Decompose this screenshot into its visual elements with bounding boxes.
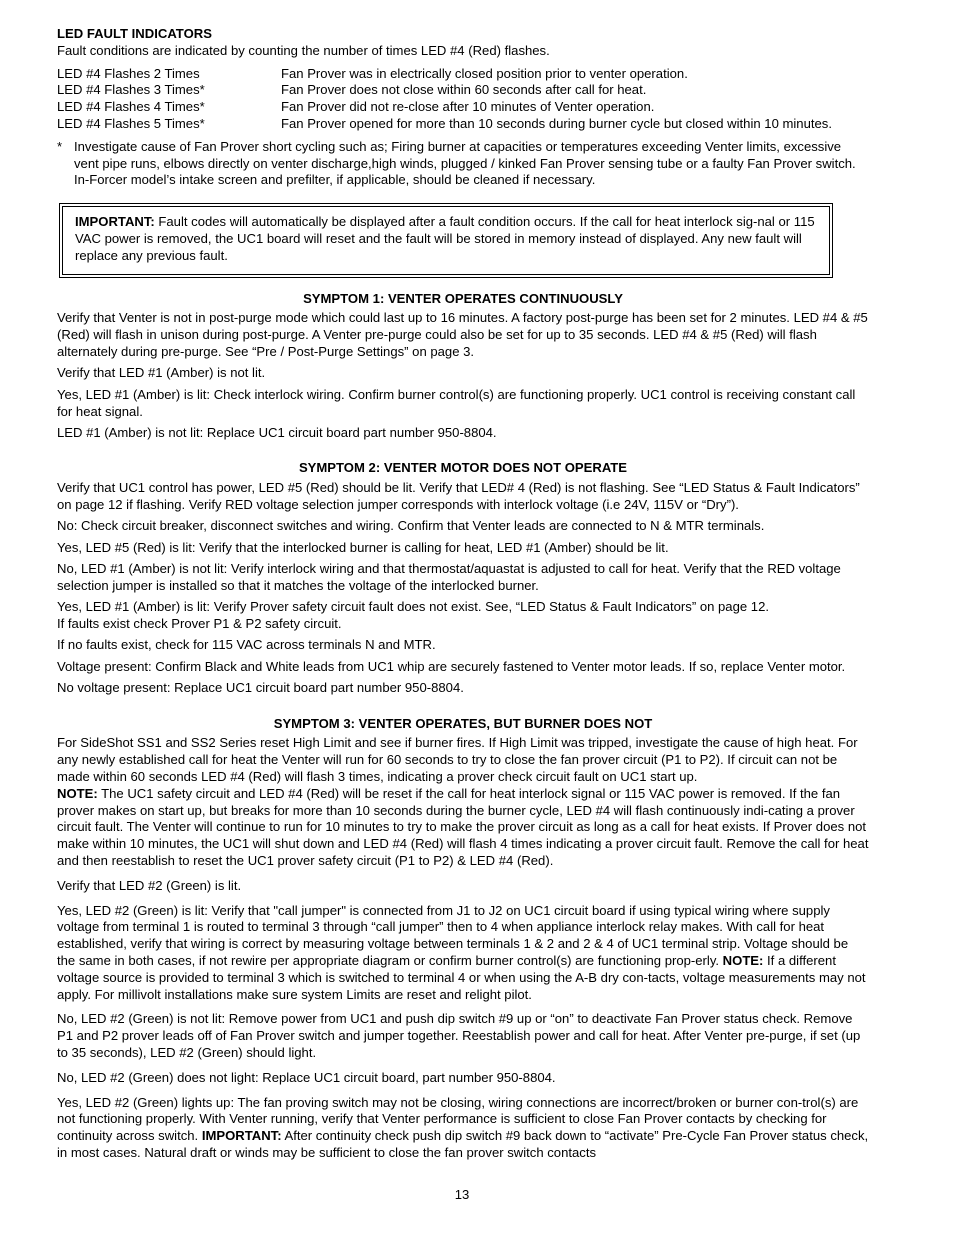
symptom2-paragraph: No voltage present: Replace UC1 circuit board part number 950-8804.	[57, 680, 464, 696]
symptom3-paragraph: No, LED #2 (Green) is not lit: Remove power from UC1 and push dip switch #9 up or “on” to deactivate Fan Prover status check. Remove P1 and P2 prover leads off of Fan Prover switch and jumper together. Reestablish power and call for heat. After Venter pre-purge, if set (up to 35 seconds), LED #2 (Green) should light.	[57, 1011, 861, 1060]
symptom2-paragraph: No: Check circuit breaker, disconnect switches and wiring. Confirm that Venter leads are connected to N & MTR terminals.	[57, 518, 765, 534]
symptom3-text: If a different voltage source is provided to terminal 3 which is switched to terminal 4 or when using the A-B dry con-tacts, voltage measurements may not apply. For millivolt installations make sure system Limits are reset and relight pilot.	[57, 952, 866, 1002]
symptom1-paragraph: Verify that LED #1 (Amber) is not lit.	[57, 365, 266, 381]
led-fault-heading: LED FAULT INDICATORS	[57, 26, 212, 41]
symptom3-text: For SideShot SS1 and SS2 Series reset High Limit and see if burner fires. If High Limit was tripped, investigate the cause of high heat. For any newly established call for heat the Venter will run for 60 seconds to try to close the fan prover circuit (P1 to P2). If circuit can not be made within 60 seconds LED #4 (Red) will flash 3 times, indicating a prover check circuit fault on UC1 start up.	[57, 735, 858, 785]
symptom2-paragraph: Yes, LED #5 (Red) is lit: Verify that the interlocked burner is calling for heat, LED #1 (Amber) should be lit.	[57, 539, 669, 555]
symptom2-paragraph: No, LED #1 (Amber) is not lit: Verify interlock wiring and that thermostat/aquastat is adjusted to call for heat. Verify that the RED voltage selection jumper is installed so that it matches the voltage of the interlocked burner.	[57, 561, 841, 593]
symptom3-paragraph: No, LED #2 (Green) does not light: Replace UC1 circuit board, part number 950-8804.	[57, 1069, 556, 1085]
fault-description: Fan Prover opened for more than 10 seconds during burner cycle but closed within 10 minutes.	[281, 115, 832, 131]
symptom2-paragraph: If no faults exist, check for 115 VAC across terminals N and MTR.	[57, 637, 436, 653]
symptom2-paragraph	[57, 599, 869, 633]
symptom3-text: After continuity check push dip switch #9 back down to “activate” Pre-Cycle Fan Prover status check, in most cases. Natural draft or winds may be sufficient to close the fan prover switch contacts	[57, 1128, 869, 1160]
important-label: IMPORTANT:	[201, 1128, 282, 1144]
table-row	[57, 99, 832, 116]
fault-code: LED #4 Flashes 5 Times*	[57, 115, 205, 131]
fault-code: LED #4 Flashes 2 Times	[57, 65, 200, 81]
table-row	[57, 66, 832, 83]
footnote-marker: *	[57, 138, 63, 154]
symptom1-paragraph: Verify that Venter is not in post-purge mode which could last up to 16 minutes. A factory post-purge has been set for 2 minutes. LED #4 & #5 (Red) will flash in unison during post-purge. A Venter pre-purge could also be set for up to 35 seconds. LED #4 & #5 (Red) will flash alternately during pre-purge. See “Pre / Post-Purge Settings” on page 3.	[57, 310, 868, 359]
symptom3-title: SYMPTOM 3: VENTER OPERATES, BUT BURNER DOES NOT	[273, 715, 653, 731]
symptom1-paragraph: LED #1 (Amber) is not lit: Replace UC1 circuit board part number 950-8804.	[57, 424, 497, 440]
symptom2-line: Yes, LED #1 (Amber) is lit: Verify Prover safety circuit fault does not exist. See, “LED Status & Fault Indicators” on page 12.	[57, 599, 769, 615]
symptom2-paragraph: Voltage present: Confirm Black and White leads from UC1 whip are securely fastened to Venter motor leads. If so, replace Venter motor.	[57, 658, 846, 674]
page-number: 13	[454, 1187, 470, 1202]
fault-description: Fan Prover does not close within 60 seconds after call for heat.	[281, 82, 647, 98]
table-row	[57, 116, 832, 133]
symptom3-paragraph	[57, 735, 869, 869]
symptom3-text: Yes, LED #2 (Green) is lit: Verify that "call jumper" is connected from J1 to J2 on UC1 circuit board if using typical wiring where supply voltage from terminal 1 is routed to terminal 3 through “call jumper” then to 4 when appliance interlock relay makes. With call for heat established, verify that wiring is correct by measuring voltage between terminals 1 & 2 and 2 & 4 of UC1 terminal strip. Voltage should be the same in both cases, if not rewire per appropriate diagram or confirm burner control(s) are functioning prop-erly.	[57, 902, 849, 968]
symptom3-text: Yes, LED #2 (Green) lights up: The fan proving switch may not be closing, wiring connections are incorrect/broken or burner con-trol(s) are not functioning properly. With Venter running, verify that Venter performance is sufficient to close Fan Prover contacts by checking for continuity across switch.	[57, 1094, 859, 1144]
led-fault-intro: Fault conditions are indicated by counting the number of times LED #4 (Red) flashes.	[57, 42, 550, 58]
note-label: NOTE:	[57, 785, 98, 801]
table-row	[57, 82, 832, 99]
fault-code-table	[57, 66, 832, 133]
fault-code: LED #4 Flashes 4 Times*	[57, 99, 205, 115]
fault-description: Fan Prover was in electrically closed position prior to venter operation.	[281, 65, 688, 81]
symptom1-title: SYMPTOM 1: VENTER OPERATES CONTINUOUSLY	[303, 290, 623, 306]
symptom2-line: If faults exist check Prover P1 & P2 safety circuit.	[57, 616, 342, 632]
symptom3-paragraph: Verify that LED #2 (Green) is lit.	[57, 877, 242, 893]
fault-code: LED #4 Flashes 3 Times*	[57, 82, 205, 98]
footnote	[57, 139, 869, 189]
symptom1-paragraph: Yes, LED #1 (Amber) is lit: Check interlock wiring. Confirm burner control(s) are functioning properly. UC1 control is receiving constant call for heat signal.	[57, 386, 856, 419]
section-spacer	[57, 446, 869, 460]
note-label: NOTE:	[722, 952, 764, 968]
symptom3-paragraph	[57, 903, 869, 1004]
symptom3-text: The UC1 safety circuit and LED #4 (Red) will be reset if the call for heat interlock signal or 115 VAC power is removed. If the fan prover makes on start up, but breaks for more than 10 seconds during the burner cycle, LED #4 will flash continuously indi-cating a prover circuit fault. The Venter will continue to run for 10 minutes to try to make the prover circuit as long as a call for heat exists. If Prover does not make within 10 minutes, the UC1 will shut down and LED #4 (Red) will flash 4 times indicating a prover circuit fault. Remove the call for heat and then reestablish to reset the UC1 prover safety circuit (P1 to P2) & LED #4 (Red).	[57, 785, 869, 868]
page-content	[57, 26, 869, 1166]
important-notice-box	[59, 203, 833, 277]
important-notice-text	[75, 214, 818, 264]
important-body: Fault codes will automatically be displayed after a fault condition occurs. If the call for heat interlock sig-nal or 115 VAC power is removed, the UC1 board will reset and the fault will be stored in memory instead of displayed. Any new fault will replace any previous fault.	[75, 214, 815, 263]
section-spacer	[57, 702, 869, 716]
symptom2-title: SYMPTOM 2: VENTER MOTOR DOES NOT OPERATE	[298, 460, 628, 476]
footnote-text: Investigate cause of Fan Prover short cycling such as; Firing burner at capacities or temperatures exceeding Venter limits, excessive vent pipe runs, elbows directly on venter discharge,high winds, plugged / kinked Fan Prover sensing tube or a faulty Fan Prover switch. In-Forcer model’s intake screen and prefilter, if applicable, should be cleaned if necessary.	[74, 138, 856, 188]
fault-description: Fan Prover did not re-close after 10 minutes of Venter operation.	[281, 99, 655, 115]
symptom3-paragraph	[57, 1095, 869, 1162]
important-label: IMPORTANT:	[75, 214, 155, 230]
symptom2-paragraph: Verify that UC1 control has power, LED #5 (Red) should be lit. Verify that LED# 4 (Red) is not flashing. See “LED Status & Fault Indicators” on page 12 if flashing. Verify RED voltage selection jumper corresponds with interlock voltage (i.e 24V, 115V or “Dry”).	[57, 480, 860, 512]
